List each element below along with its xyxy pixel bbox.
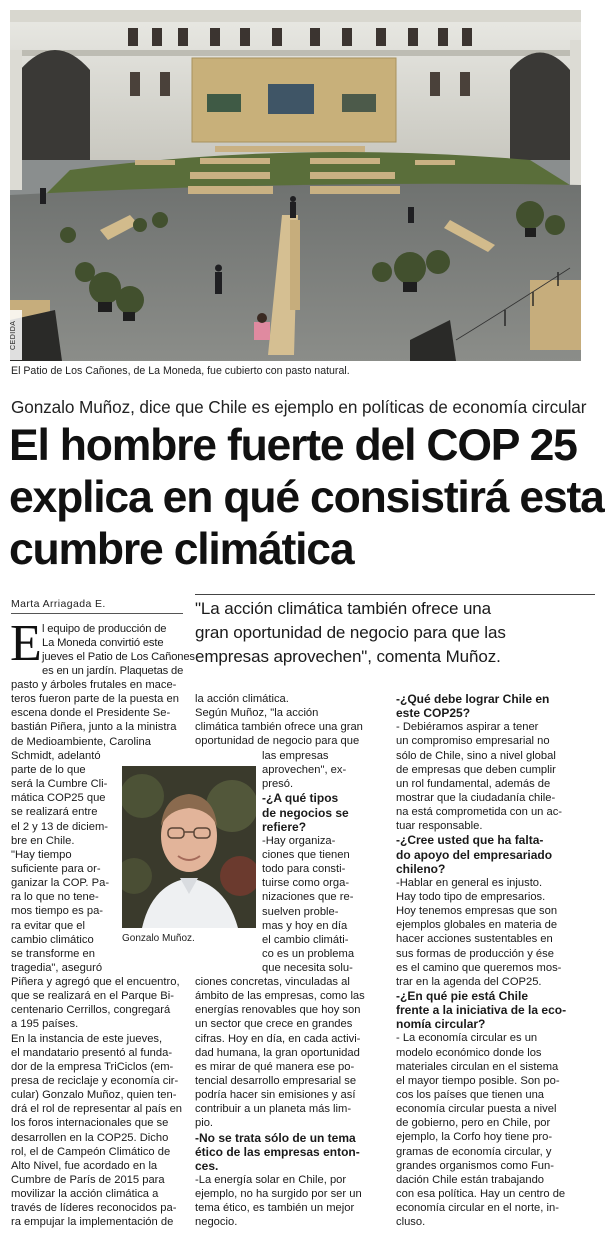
article-line: Schmidt, adelantó [11, 749, 101, 762]
article-line: -¿Qué debe lograr Chile en [396, 692, 550, 706]
article-line: es en un jardín. Plaquetas de [42, 665, 184, 678]
article-line: desarrollen en la COP25. Dicho [11, 1131, 169, 1144]
article-line: -¿A qué tipos [262, 791, 339, 806]
portrait-photo [122, 766, 256, 928]
column-3 [396, 692, 592, 1229]
article-line: presa de reciclaje y economía cir- [11, 1074, 179, 1087]
pull-quote-line: "La acción climática también ofrece una [195, 599, 492, 618]
hero-photo [10, 10, 581, 361]
article-line: ciones concretas, vinculadas al [195, 976, 350, 988]
article-line: de negocios se [262, 805, 349, 820]
article-line: jueves el Patio de Los Cañones [42, 651, 195, 664]
article-line: dación Chile están trabajando [396, 1173, 545, 1186]
article-line: nizaciones que re- [262, 891, 354, 904]
article-line: gramas de economía circular, y [396, 1145, 552, 1158]
article-line: En la instancia de este jueves, [11, 1032, 163, 1045]
article-line: teros fueron parte de la puesta en [11, 693, 179, 706]
article-line: las empresas [262, 750, 329, 762]
column-2-top [195, 692, 383, 749]
article-line: que se realizará en el Parque Bi- [11, 990, 174, 1003]
article-line: mática COP25 que [11, 792, 106, 805]
article-line: -¿En qué pie está Chile [396, 988, 529, 1003]
article-line: el mandatario presentó al funda- [11, 1046, 173, 1059]
portrait-caption: Gonzalo Muñoz. [122, 933, 195, 944]
article-line: grandes organismos como Fun- [396, 1159, 554, 1172]
article-line: suelven proble- [262, 905, 339, 918]
article-line: cambio climático [11, 933, 94, 946]
article-line: ra evitar que el [11, 919, 86, 932]
article-line: mostrar que la ciudadanía chile- [396, 791, 556, 804]
article-line: ra lo que no tene- [11, 891, 99, 904]
article-line: es mirar de qué manera ese po- [195, 1060, 355, 1073]
article-line: -Hablar en general es injusto. [396, 876, 543, 889]
column-2-narrow [262, 749, 382, 975]
article-line: climática también ofrece una gran [195, 721, 363, 734]
article-line: un rol fundamental, además de [396, 777, 551, 790]
article-line: de empresas que deben cumplir [396, 763, 556, 776]
article-line: Hoy tenemos empresas que son [396, 905, 558, 918]
column-1-rest [11, 975, 186, 1230]
headline-line: El hombre fuerte del COP 25 [9, 421, 577, 470]
article-line: Hay todo tipo de empresarios. [396, 890, 546, 903]
article-line: energías renovables que hoy son [195, 1004, 361, 1017]
article-line: el cambio climáti- [262, 933, 349, 946]
article-line: suficiente para or- [11, 862, 101, 875]
article-line: mas y hoy en día [262, 919, 348, 932]
headline-line: cumbre climática [9, 525, 354, 574]
drop-cap: E [10, 615, 42, 672]
article-line: ganizar la COP. Pa- [11, 877, 110, 890]
article-line: co es un problema [262, 947, 355, 960]
column-2-rest [195, 975, 383, 1230]
article-line: na está comprometida con un ac- [396, 806, 563, 819]
article-line: escena donde el Presidente Se- [11, 707, 171, 720]
article-line: aprovechen", ex- [262, 764, 347, 777]
article-line: "Hay tiempo [11, 848, 72, 861]
article-line: tuar responsable. [396, 820, 483, 833]
article-line: el 2 y 13 de diciem- [11, 820, 109, 833]
column-1-intro [42, 622, 195, 679]
article-line: parte de lo que [11, 764, 86, 776]
article-line: cifras. Hoy en día, en cada activi- [195, 1032, 361, 1045]
article-line: chileno? [396, 861, 446, 876]
headline [9, 420, 604, 576]
kicker: Gonzalo Muñoz, dice que Chile es ejemplo en políticas de economía circular [11, 397, 587, 417]
article-line: ces. [195, 1158, 219, 1173]
headline-line: explica en qué consistirá esta [9, 473, 604, 522]
article-line: ejemplo, no ha surgido por ser un [195, 1188, 362, 1201]
article-line: todo para consti- [262, 863, 346, 876]
article-line: ético de las empresas enton- [195, 1144, 360, 1159]
article-line: sólo de Chile, sino a nivel global [396, 749, 556, 762]
article-line: rol, el de Campeón Climático de [11, 1145, 171, 1158]
article-line: presó. [262, 778, 294, 791]
article-line: Piñera y agregó que el encuentro, [11, 976, 180, 988]
column-1-body [11, 678, 183, 763]
article-line: La Moneda convirtió este [42, 637, 164, 650]
article-line: sus formas de producción y ése [396, 947, 554, 960]
article-line: do apoyo del empresariado [396, 847, 553, 862]
article-line: -¿Cree usted que ha falta- [396, 833, 544, 848]
article-line: trar en la agenda del COP25. [396, 975, 542, 988]
article-line: con esa política. Hay un centro de [396, 1187, 566, 1200]
article-line: tema ético, es también un mejor [195, 1202, 355, 1215]
article-line: dad humana, la gran oportunidad [195, 1046, 360, 1059]
article-line: cluso. [396, 1216, 426, 1229]
article-line: ra empujar la implementación de [11, 1216, 174, 1229]
article-line: se realizará entre [11, 806, 98, 819]
article-line: dor de la empresa TriCiclos (em- [11, 1060, 174, 1073]
article-line: contribuir a un planeta más lim- [195, 1103, 352, 1116]
article-line: economía circular puesta a nivel [396, 1103, 557, 1116]
article-line: que necesita solu- [262, 962, 353, 975]
article-line: un sector que crece en grandes [195, 1018, 353, 1031]
article-line: cos los países que tienen una [396, 1088, 545, 1101]
article-line: cular) Gonzalo Muñoz, quien ten- [11, 1089, 177, 1102]
pull-quote-line: empresas aprovechen", comenta Muñoz. [195, 647, 501, 666]
article-line: movilizar la acción climática a [11, 1188, 159, 1201]
pull-quote-line: gran oportunidad de negocio para que las [195, 623, 506, 642]
article-line: pasto y árboles frutales en mace- [11, 679, 177, 691]
article-line: tuirse como orga- [262, 877, 350, 890]
article-line: será la Cumbre Cli- [11, 778, 108, 791]
article-line: negocio. [195, 1216, 238, 1229]
pull-quote [195, 594, 595, 669]
article-line: es el camino que queremos mos- [396, 961, 562, 974]
photo-credit: CEDIDA [10, 310, 22, 360]
article-line: bre en Chile. [11, 834, 75, 847]
article-line: economía circular en el norte, in- [396, 1202, 559, 1215]
article-line: Según Muñoz, "la acción [195, 707, 319, 720]
article-line: podría hacer sin emisiones y así [195, 1089, 356, 1102]
byline: Marta Arriagada E. [11, 598, 183, 614]
article-line: Alto Nivel, fue acordado en la [11, 1159, 158, 1172]
portrait-illustration [122, 766, 256, 928]
article-line: materiales circulan en el sistema [396, 1060, 559, 1073]
article-line: nomía circular? [396, 1017, 486, 1032]
article-line: a 195 países. [11, 1018, 79, 1031]
column-1-narrow [11, 763, 119, 975]
article-line: - Debiéramos aspirar a tener [396, 721, 539, 734]
article-line: -No se trata sólo de un tema [195, 1130, 356, 1145]
article-line: -Hay organiza- [262, 834, 336, 847]
article-line: ejemplos globales en materia de [396, 919, 558, 932]
article-line: bastián Piñera, junto a la ministra [11, 721, 177, 734]
article-line: se transforme en [11, 947, 95, 960]
courtyard-illustration [10, 10, 581, 361]
article-line: tencial desarrollo empresarial se [195, 1074, 357, 1087]
article-line: un compromiso empresarial no [396, 735, 550, 748]
article-line: modelo económico donde los [396, 1046, 542, 1059]
article-line: drá el rol de representar al país en [11, 1103, 183, 1116]
article-line: refiere? [262, 819, 307, 834]
article-line: ejemplo, la Corfo hoy tiene pro- [396, 1131, 553, 1144]
article-line: mos tiempo es pa- [11, 905, 104, 918]
article-line: ámbito de las empresas, como las [195, 990, 365, 1003]
article-line: l equipo de producción de [42, 623, 167, 635]
photo-caption: El Patio de Los Cañones, de La Moneda, fue cubierto con pasto natural. [11, 365, 350, 377]
article-line: los foros internacionales que se [11, 1117, 169, 1130]
article-line: de Medioambiente, Carolina [11, 735, 151, 748]
article-line: través de líderes reconocidos pa- [11, 1202, 177, 1215]
article-line: pio. [195, 1117, 214, 1130]
article-line: el mayor tiempo posible. Son po- [396, 1074, 560, 1087]
article-line: la acción climática. [195, 693, 289, 705]
article-line: de gobierno, pero en Chile, por [396, 1117, 551, 1130]
article-line: - La economía circular es un [396, 1032, 538, 1045]
article-line: centenario Cerrillos, congregará [11, 1004, 171, 1017]
article-line: este COP25? [396, 706, 471, 721]
article-line: tragedia", aseguró [11, 961, 103, 974]
article-line: -La energía solar en Chile, por [195, 1173, 347, 1186]
article-line: oportunidad de negocio para que [195, 735, 360, 748]
article-line: Cumbre de París de 2015 para [11, 1173, 165, 1186]
article-line: frente a la iniciativa de la eco- [396, 1003, 567, 1018]
article-line: ciones que tienen [262, 848, 350, 861]
article-line: hacer acciones sustentables en [396, 933, 553, 946]
